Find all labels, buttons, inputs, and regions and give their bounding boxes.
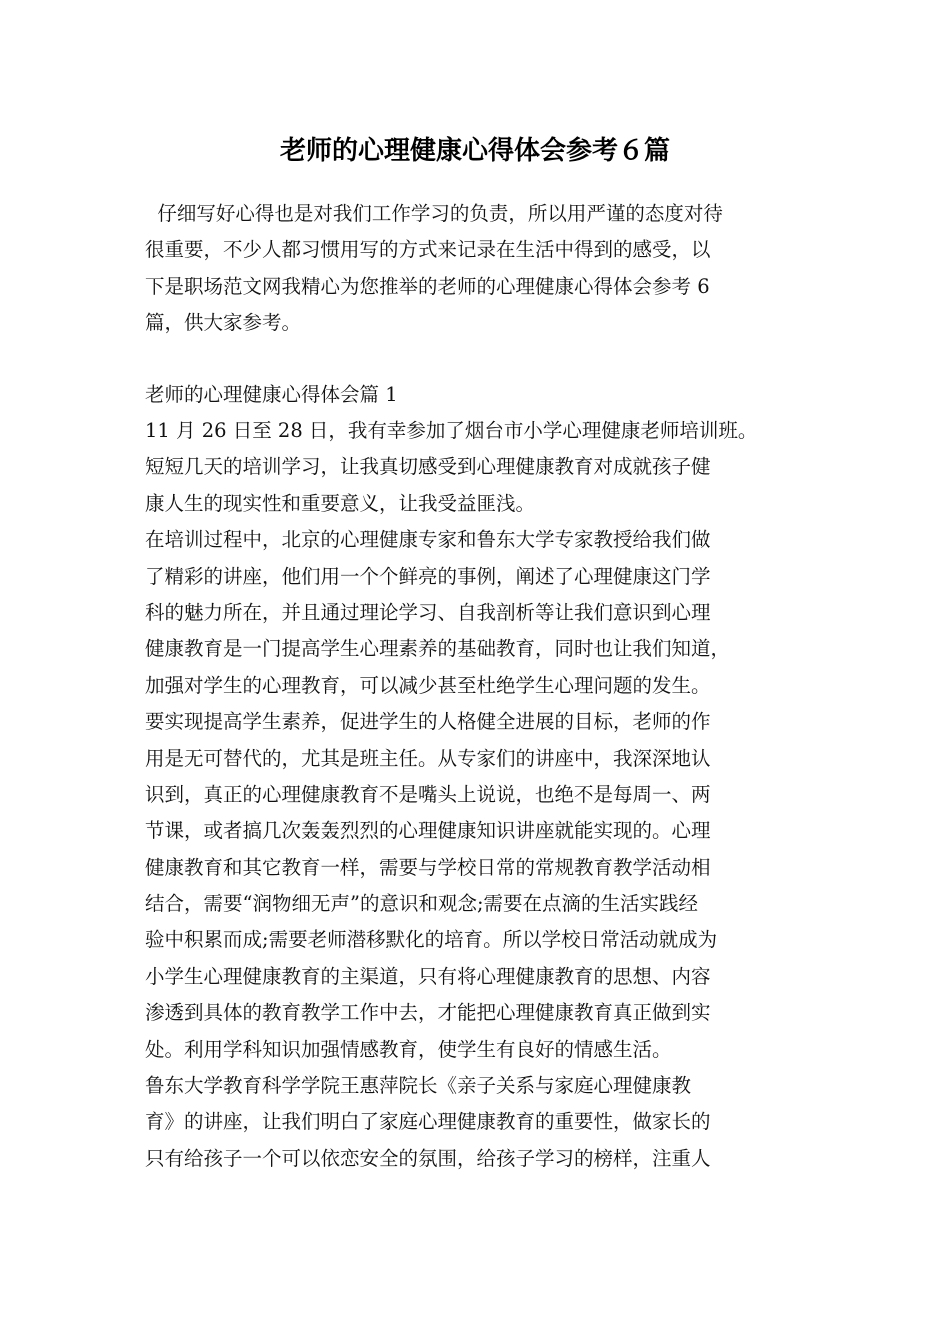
body-line: 节课，或者搞几次轰轰烈烈的心理健康知识讲座就能实现的。心理 — [145, 819, 711, 843]
body-line: 只有给孩子一个可以依恋安全的氛围，给孩子学习的榜样，注重人 — [145, 1146, 711, 1170]
body-line: 处。利用学科知识加强情感教育，使学生有良好的情感生活。 — [145, 1037, 672, 1061]
body-line: 要实现提高学生素养，促进学生的人格健全进展的目标，老师的作 — [145, 710, 711, 734]
body-line: 小学生心理健康教育的主渠道，只有将心理健康教育的思想、内容 — [145, 964, 711, 988]
section-heading-block — [145, 377, 813, 413]
body-line: 了精彩的讲座，他们用一个个鲜亮的事例，阐述了心理健康这门学 — [145, 564, 711, 588]
body-line: 在培训过程中，北京的心理健康专家和鲁东大学专家教授给我们做 — [145, 528, 711, 552]
intro-line: 仔细写好心得也是对我们工作学习的负责，所以用严谨的态度对待 — [145, 202, 723, 225]
intro-paragraph — [145, 196, 813, 342]
body-line: 健康教育和其它教育一样，需要与学校日常的常规教育教学活动相 — [145, 855, 711, 879]
body-line: 科的魅力所在，并且通过理论学习、自我剖析等让我们意识到心理 — [145, 600, 711, 624]
body-line: 识到，真正的心理健康教育不是嘴头上说说，也绝不是每周一、两 — [145, 782, 711, 806]
body-line: 用是无可替代的，尤其是班主任。从专家们的讲座中，我深深地认 — [145, 746, 711, 770]
body-line: 加强对学生的心理教育，可以减少甚至杜绝学生心理问题的发生。 — [145, 673, 711, 697]
intro-line: 很重要，不少人都习惯用写的方式来记录在生活中得到的感受，以 — [145, 238, 711, 262]
intro-line: 篇，供大家参考。 — [145, 311, 302, 335]
intro-line: 下是职场范文网我精心为您推举的老师的心理健康心得体会参考 6 — [145, 274, 710, 298]
body-line: 健康教育是一门提高学生心理素养的基础教育，同时也让我们知道， — [145, 637, 731, 661]
body-line: 康人生的现实性和重要意义，让我受益匪浅。 — [145, 491, 536, 515]
body-paragraphs — [145, 413, 813, 1177]
body-line: 结合，需要“润物细无声”的意识和观念;需要在点滴的生活实践经 — [145, 892, 699, 916]
section-heading: 老师的心理健康心得体会篇 1 — [145, 383, 398, 406]
document-title: 老师的心理健康心得体会参考６篇 — [279, 136, 670, 166]
body-line: 短短几天的培训学习，让我真切感受到心理健康教育对成就孩子健 — [145, 455, 711, 479]
body-line: 验中积累而成;需要老师潜移默化的培育。所以学校日常活动就成为 — [145, 928, 718, 952]
body-line: 11 月 26 日至 28 日，我有幸参加了烟台市小学心理健康老师培训班。 — [145, 419, 758, 442]
body-line: 育》的讲座，让我们明白了家庭心理健康教育的重要性，做家长的 — [145, 1110, 711, 1134]
body-line: 渗透到具体的教育教学工作中去，才能把心理健康教育真正做到实 — [145, 1001, 711, 1025]
body-line: 鲁东大学教育科学学院王惠萍院长《亲子关系与家庭心理健康教 — [145, 1074, 692, 1098]
